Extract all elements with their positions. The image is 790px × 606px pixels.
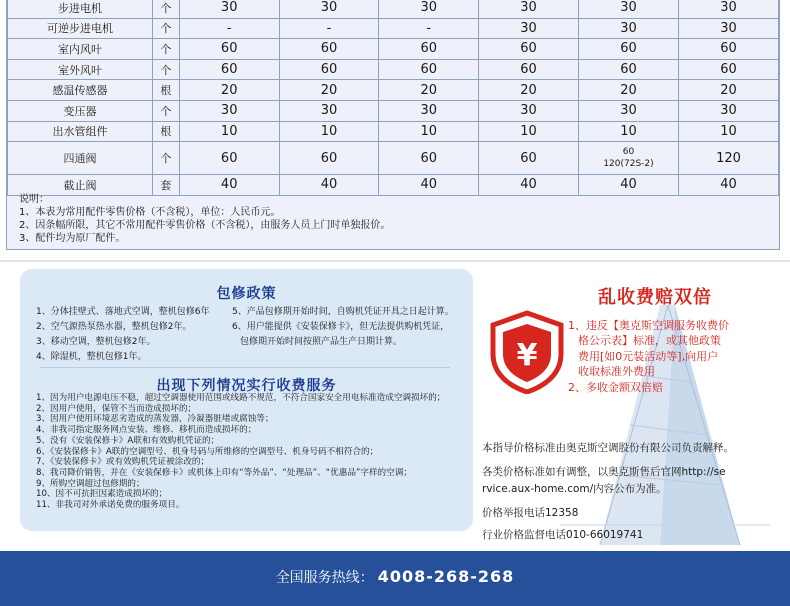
price-cell-line: 60 [622,147,635,158]
part-name: 室外风叶 [8,59,153,80]
charge-item: 8、我司降价销售，并在《安装保修卡》或机体上印有“等外品”、“处理品”、“优惠品”字样的空调； [36,467,412,478]
part-name: 步进电机 [8,0,153,18]
price-cell: 60 [479,39,579,60]
price-cell: 20 [578,80,678,101]
hotline-number[interactable]: 4008-268-268 [377,567,515,586]
part-unit: 个 [153,142,180,175]
price-cell: 60 [179,142,279,175]
price-cell: 60 [179,59,279,80]
section-rule [40,367,450,368]
charge-item: 1、因为用户电源电压不稳，超过空调器使用范围或线路不规范，不符合国家安全用电标准造成空调损坏的； [36,393,446,403]
price-cell: 60 [379,142,479,175]
charge-item: 4、非我司指定服务网点安装、维修、移机而造成损坏的； [36,425,257,436]
price-table-panel [6,0,780,250]
price-cell: - [179,18,279,39]
price-cell: 40 [679,175,779,196]
note-line: 2、因条幅所限，其它不常用配件零售价格（不含税），由服务人员上门时单独报价。 [19,220,391,231]
term-line: 1、违反【奥克斯空调服务收费价 [568,319,729,332]
footer-bar [0,551,790,606]
warranty-item: 包修期开始时间按照产品生产日期计算。 [240,337,403,347]
price-cell: 60 [479,59,579,80]
price-cell: 120 [679,142,779,175]
part-unit: 个 [153,39,180,60]
price-cell: 20 [379,80,479,101]
info-line: 本指导价格标准由奥克斯空调股份有限公司负责解释。 [482,442,734,454]
price-cell: 30 [279,0,379,18]
price-cell: 30 [279,100,379,121]
price-cell: 60 [279,142,379,175]
price-cell: 30 [679,18,779,39]
overcharge-terms [568,318,729,395]
price-cell: - [379,18,479,39]
price-cell: 30 [479,18,579,39]
supervision-phone: 行业价格监督电话010-66019741 [482,529,644,541]
part-name: 感温传感器 [8,80,153,101]
table-row [8,121,779,142]
table-row [8,0,779,18]
note-line: 说明： [19,194,49,205]
price-cell: 30 [179,100,279,121]
table-row [8,80,779,101]
price-cell: 30 [379,100,479,121]
price-cell: 10 [379,121,479,142]
term-line: 费用[如0元装活动等],向用户 [578,349,719,363]
charge-item: 2、因用户使用，保管不当而造成损坏的； [36,403,197,414]
term-line: 格公示表】标准，或其他政策 [578,334,721,348]
table-row [8,59,779,80]
part-unit: 套 [153,175,180,196]
price-cell: 30 [179,0,279,18]
warranty-title: 包修政策 [216,286,277,302]
price-cell: - [279,18,379,39]
part-name: 四通阀 [8,142,153,175]
price-cell: 10 [479,121,579,142]
table-row [8,18,779,39]
price-cell: 20 [679,80,779,101]
price-cell: 60 [578,59,678,80]
overcharge-title: 乱收费赔双倍 [598,287,712,308]
price-cell: 20 [279,80,379,101]
part-name: 可逆步进电机 [8,18,153,39]
price-cell: 30 [379,0,479,18]
part-name: 室内风叶 [8,39,153,60]
section-divider [0,260,790,262]
price-cell: 30 [479,100,579,121]
price-cell: 30 [578,18,678,39]
policy-panel [20,269,473,531]
warranty-item: 6、用户能提供《安装保修卡》，但无法提供购机凭证， [232,322,450,332]
price-cell: 30 [679,100,779,121]
table-notes [19,193,390,245]
info-line: 各类价格标准如有调整，以奥克斯售后官网http://se [482,466,726,478]
warranty-item: 2、空气源热泵热水器，整机包修2年。 [36,322,192,332]
term-line: 收取标准外费用 [578,365,655,379]
price-cell: 20 [479,80,579,101]
price-cell-line: 120(72S-2) [603,159,654,170]
charges-title: 出现下列情况实行收费服务 [156,378,337,394]
price-cell: 60 [279,59,379,80]
part-unit: 根 [153,121,180,142]
price-cell: 60 [279,39,379,60]
warranty-item: 5、产品包修期开始时间，自购机凭证开具之日起计算。 [232,307,454,317]
charge-item: 3、因用户使用环境恶劣造成的蒸发器，冷凝器脏堵或腐蚀等； [36,414,274,425]
hotline-label: 全国服务热线： [275,570,374,586]
table-row [8,142,779,175]
price-cell: 30 [578,0,678,18]
part-unit: 个 [153,100,180,121]
warranty-list-left [36,305,209,365]
price-cell: 40 [479,175,579,196]
price-cell: 30 [679,0,779,18]
price-cell: 40 [279,175,379,196]
price-report-phone: 价格举报电话12358 [482,507,579,519]
charges-list [36,393,445,511]
term-line: 2、多收金额双倍赔 [568,380,663,394]
price-cell: 30 [578,100,678,121]
charge-item: 5、没有《安装保修卡》A联和有效购机凭证的； [36,435,220,446]
shield-yuan-icon [487,310,567,394]
price-cell: 40 [578,175,678,196]
charge-item: 7、《安装保修卡》或有效购机凭证被涂改的； [36,457,210,468]
price-cell: 10 [279,121,379,142]
part-unit: 根 [153,80,180,101]
price-cell: 60 [479,142,579,175]
info-line: rvice.aux-home.com/内容公布为准。 [482,483,667,495]
table-row [8,39,779,60]
charge-item: 10、因不可抗拒因素造成损坏的； [36,489,168,500]
warranty-item: 4、除湿机，整机包修1年。 [36,352,147,362]
price-cell: 60 [379,39,479,60]
price-cell: 20 [179,80,279,101]
hotline [0,567,790,587]
part-name: 截止阀 [8,175,153,196]
charge-item: 6、《安装保修卡》A联的空调型号、机身号码与所维修的空调型号、机身号码不相符合的； [36,446,379,457]
note-line: 3、配件均为原厂配件。 [19,233,126,244]
part-name: 出水管组件 [8,121,153,142]
part-unit: 个 [153,59,180,80]
part-unit: 个 [153,0,180,18]
table-row [8,100,779,121]
price-cell: 10 [679,121,779,142]
price-cell: 60 [578,39,678,60]
price-cell: 40 [379,175,479,196]
price-cell: 30 [479,0,579,18]
price-cell: 60 [179,39,279,60]
note-line: 1、本表为常用配件零售价格（不含税），单位：人民币元。 [19,207,281,218]
charge-item: 11、非我司对外承诺免费的服务项目。 [36,500,185,511]
warranty-item: 3、移动空调，整机包修2年。 [36,337,156,347]
price-cell: 10 [179,121,279,142]
price-cell-multi [578,142,678,175]
price-cell: 60 [379,59,479,80]
price-cell: 60 [679,39,779,60]
price-table [7,0,779,196]
svg-text:¥: ¥ [516,338,538,373]
part-unit: 个 [153,18,180,39]
part-name: 变压器 [8,100,153,121]
price-cell: 60 [679,59,779,80]
price-cell: 40 [179,175,279,196]
price-cell: 10 [578,121,678,142]
warranty-list-right [232,305,454,350]
warranty-item: 1、分体挂壁式、落地式空调，整机包修6年 [36,307,210,317]
charge-item: 9、所购空调超过包修期的； [36,478,145,489]
